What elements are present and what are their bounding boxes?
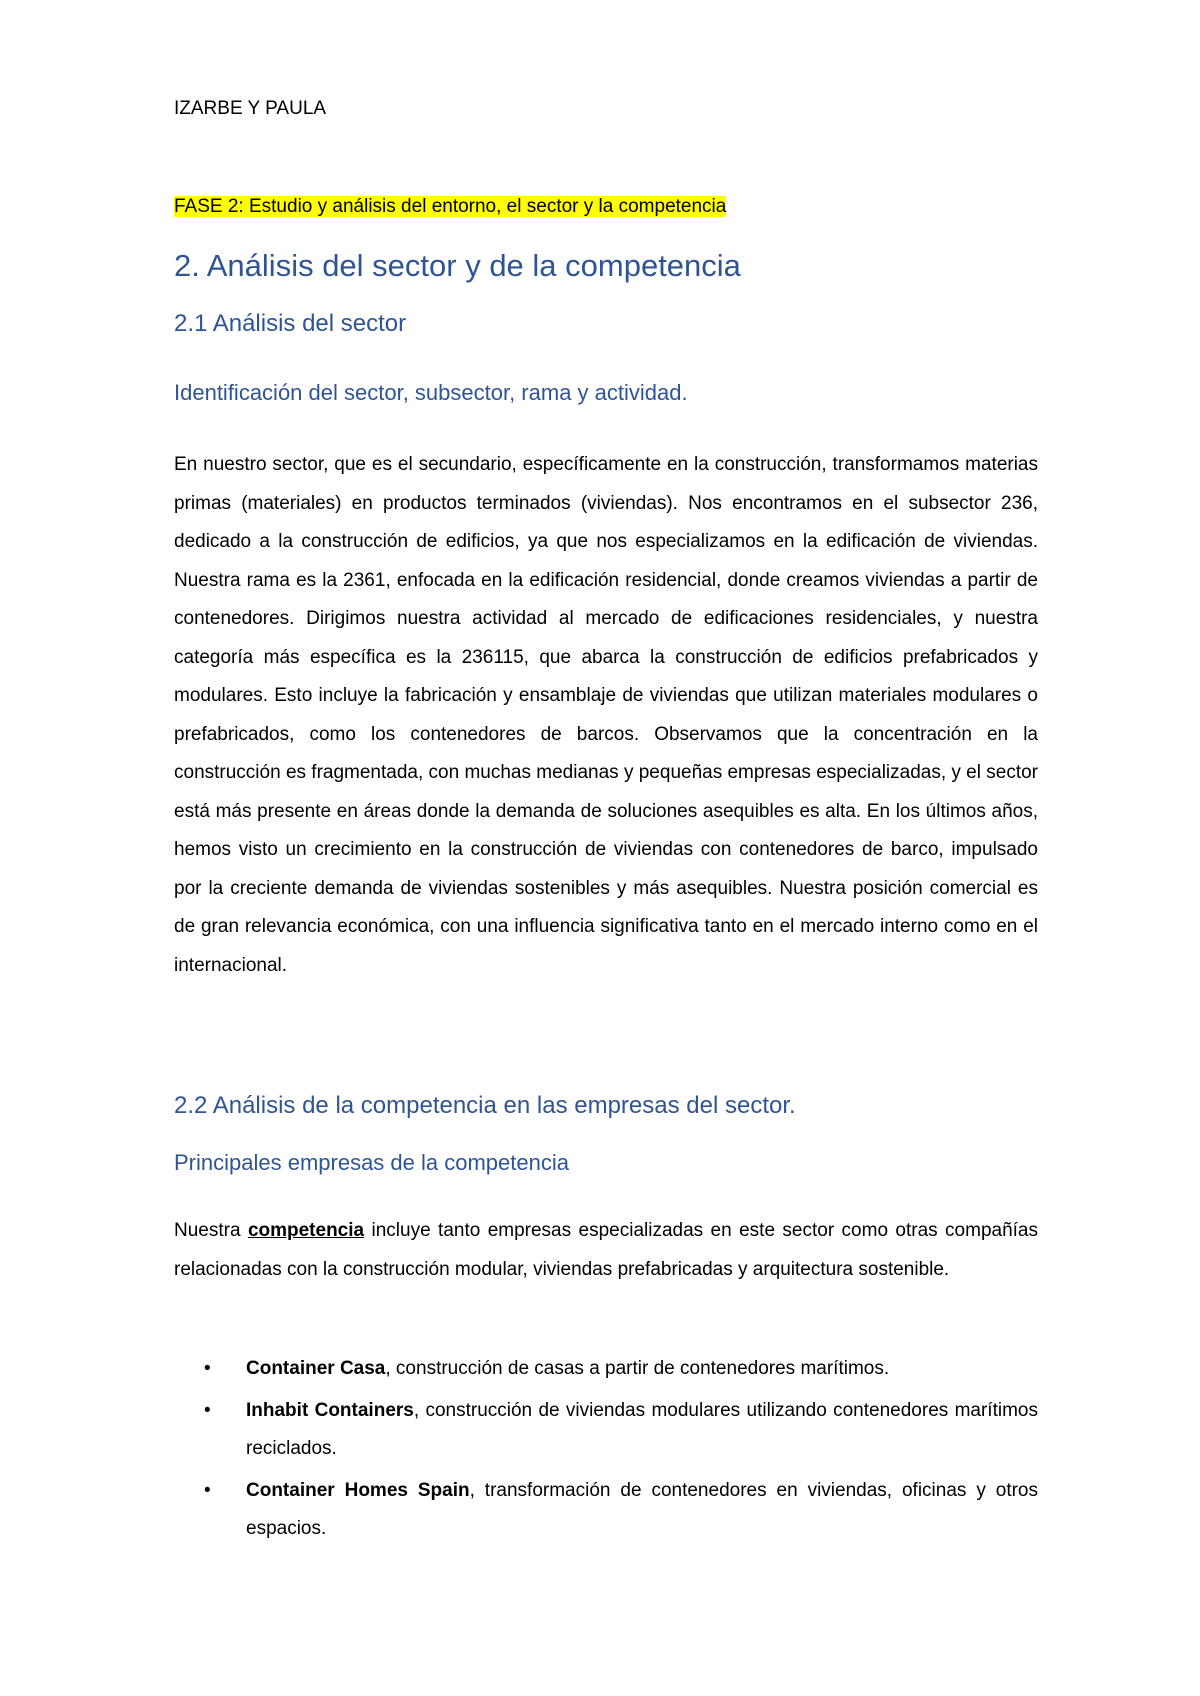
sector-paragraph: En nuestro sector, que es el secundario, específicamente en la construcción, transformamos materias primas (materiales) en productos terminados (viviendas). Nos encontramos en el subsector 236, dedicado a la construcción de edificios, ya que nos especializamos en la edificación de viviendas. Nuestra rama es la 2361, enfocada en la edificación residencial, donde creamos viviendas a partir de contenedores. Dirigimos nuestra actividad al mercado de edificaciones residenciales, y nuestra categoría más específica es la 236115, que abarca la construcción de edificios prefabricados y modulares. Esto incluye la fabricación y ensamblaje de viviendas que utilizan materiales modulares o prefabricados, como los contenedores de barcos. Observamos que la concentración en la construcción es fragmentada, con muchas medianas y pequeñas empresas especializadas, y el sector está más presente en áreas donde la demanda de soluciones asequibles es alta. En los últimos años, hemos visto un crecimiento en la construcción de viviendas con contenedores de barco, impulsado por la creciente demanda de viviendas sostenibles y más asequibles. Nuestra posición comercial es de gran relevancia económica, con una influencia significativa tanto en el mercado interno como en el internacional. — [174, 454, 1038, 976]
subheading-identification: Identificación del sector, subsector, rama y actividad. — [174, 380, 688, 405]
list-item — [174, 1350, 1038, 1389]
bullet-icon: • — [204, 1399, 211, 1421]
competition-text-before: Nuestra — [174, 1220, 248, 1241]
list-item — [174, 1392, 1038, 1469]
bullet-icon: • — [204, 1358, 211, 1379]
competitor-desc: , construcción de viviendas modulares utilizando contenedores marítimos reciclados. — [246, 1399, 1038, 1459]
competitor-list — [174, 1350, 1038, 1552]
bullet-icon: • — [204, 1479, 211, 1501]
subsection-title-competition: 2.2 Análisis de la competencia en las empresas del sector. — [174, 1092, 796, 1119]
competitor-name: Container Casa — [246, 1358, 386, 1379]
competitor-desc: , transformación de contenedores en viviendas, oficinas y otros espacios. — [246, 1479, 1038, 1539]
competitor-name: Inhabit Containers — [246, 1399, 414, 1421]
subheading-competitors: Principales empresas de la competencia — [174, 1150, 569, 1175]
list-item — [174, 1472, 1038, 1549]
phase-highlight: FASE 2: Estudio y análisis del entorno, el sector y la competencia — [174, 196, 727, 217]
phase-label — [174, 196, 726, 218]
subsection-title-sector: 2.1 Análisis del sector — [174, 310, 407, 337]
competition-text-after: incluye tanto empresas especializadas en este sector como otras compañías relacionadas con la construcción modular, viviendas prefabricadas y arquitectura sostenible. — [174, 1220, 1038, 1280]
section-title: 2. Análisis del sector y de la competencia — [174, 248, 741, 283]
authors-header: IZARBE Y PAULA — [174, 98, 327, 119]
competitor-desc: , construcción de casas a partir de contenedores marítimos. — [385, 1358, 890, 1379]
competitor-name: Container Homes Spain — [246, 1479, 470, 1501]
competition-paragraph — [174, 1212, 1038, 1289]
competition-keyword: competencia — [247, 1220, 365, 1241]
